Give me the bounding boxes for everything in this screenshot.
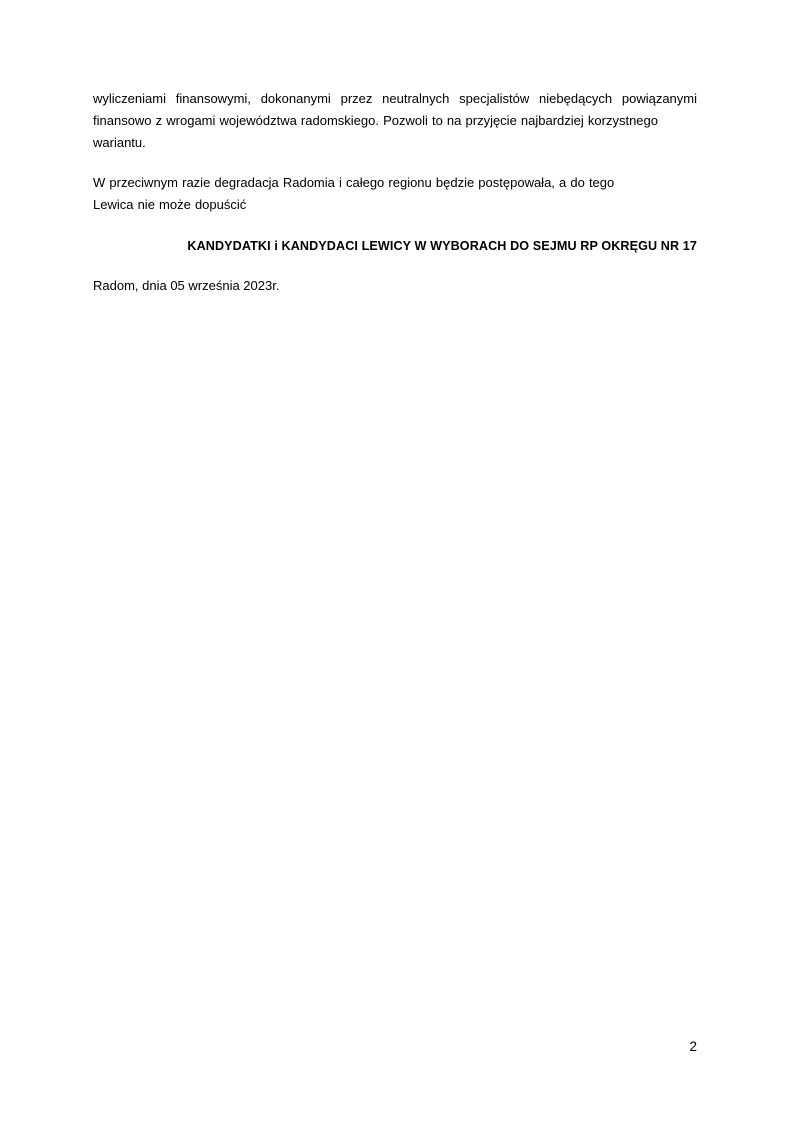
paragraph-financial-calculations — [93, 88, 697, 154]
page-number: 2 — [689, 1039, 697, 1054]
document-body — [93, 88, 697, 296]
paragraph-line: Lewica nie może dopuścić — [93, 197, 247, 212]
dateline: Radom, dnia 05 września 2023r. — [93, 278, 280, 293]
paragraph-line: wariantu. — [93, 135, 146, 150]
paragraph-degradation-warning — [93, 172, 697, 216]
paragraph-line: finansowo z wrogami województwa radomskiego. Pozwoli to na przyjęcie najbardziej korzystnego — [93, 113, 658, 128]
paragraph-line: wyliczeniami finansowymi, dokonanymi przez neutralnych specjalistów niebędących powiązanymi — [93, 91, 697, 106]
signature-heading: KANDYDATKI i KANDYDACI LEWICY W WYBORACH DO SEJMU RP OKRĘGU NR 17 — [187, 239, 697, 253]
paragraph-line: W przeciwnym razie degradacja Radomia i całego regionu będzie postępowała, a do tego — [93, 175, 615, 190]
